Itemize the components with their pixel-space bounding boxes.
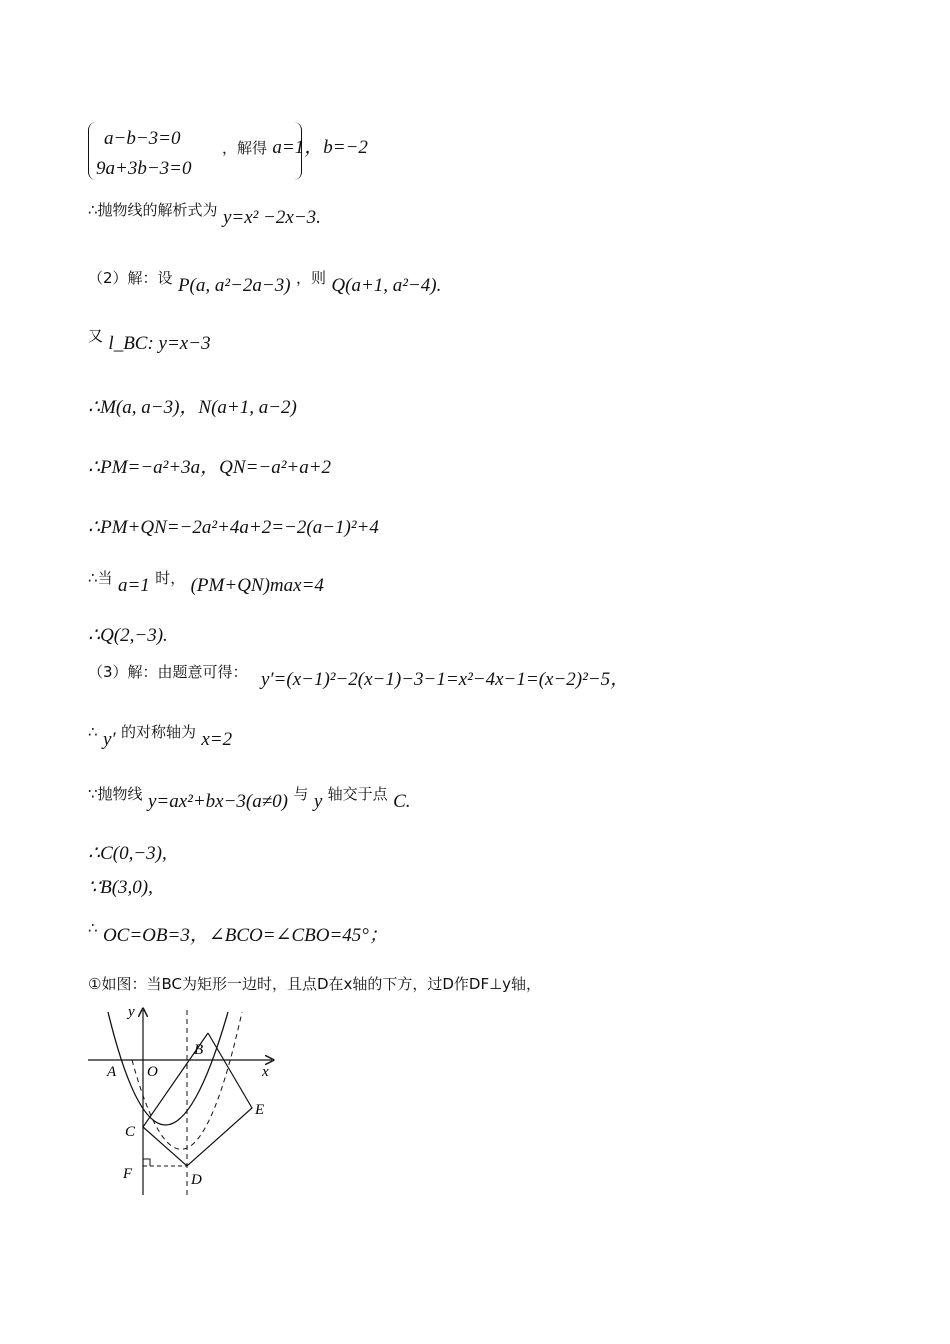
text: （2）解：设 bbox=[88, 269, 173, 287]
label-o: O bbox=[147, 1064, 158, 1080]
text: ∵抛物线 bbox=[88, 785, 143, 803]
line-part2 bbox=[88, 269, 442, 298]
text: ∴当 bbox=[88, 569, 113, 587]
line-sum: ∴PM+QN=−2a²+4a+2=−2(a−1)²+4 bbox=[88, 517, 379, 538]
line-parabola bbox=[88, 201, 321, 230]
formula: y=x² −2x−3. bbox=[222, 207, 321, 228]
text: ①如图：当BC为矩形一边时，且点D在x轴的下方，过D作DF⊥y轴， bbox=[88, 975, 542, 993]
formula: y bbox=[313, 791, 323, 812]
label-f: F bbox=[123, 1166, 133, 1182]
line-c: ∴C(0,−3), bbox=[88, 843, 167, 864]
line-part3 bbox=[88, 663, 630, 692]
geometry-figure bbox=[80, 1000, 290, 1200]
text: 时， bbox=[155, 569, 186, 587]
line-lbc bbox=[88, 327, 211, 356]
line-pm-qn: ∴PM=−a²+3a，QN=−a²+a+2 bbox=[88, 457, 332, 478]
label-x: x bbox=[262, 1064, 269, 1080]
line-max bbox=[88, 569, 324, 598]
line-mn: ∴M(a, a−3)，N(a+1, a−2) bbox=[88, 397, 297, 418]
formula: OC=OB=3，∠BCO=∠CBO=45°； bbox=[102, 925, 388, 946]
formula: (PM+QN)max=4 bbox=[190, 575, 324, 596]
formula: C. bbox=[393, 791, 411, 812]
line-point-c bbox=[88, 785, 411, 814]
formula: a=1 bbox=[117, 575, 150, 596]
formula: l_BC: y=x−3 bbox=[108, 333, 211, 354]
label-e: E bbox=[255, 1102, 265, 1118]
formula: y=ax²+bx−3(a≠0) bbox=[147, 791, 288, 812]
text: 与 bbox=[293, 785, 309, 803]
text: ∴ bbox=[88, 723, 98, 741]
formula: P(a, a²−2a−3) bbox=[177, 275, 291, 296]
text: 的对称轴为 bbox=[120, 723, 196, 741]
text: ，则 bbox=[295, 269, 326, 287]
system-eq-1: a−b−3=0 bbox=[104, 128, 181, 149]
label-a: A bbox=[107, 1064, 117, 1080]
system-eq-2: 9a+3b−3=0 bbox=[96, 158, 192, 179]
text: ∴抛物线的解析式为 bbox=[88, 201, 218, 219]
formula: x=2 bbox=[201, 729, 233, 750]
solve-label: ，解得 bbox=[222, 139, 268, 157]
parabola-original bbox=[108, 1012, 228, 1125]
equation-system bbox=[88, 122, 218, 184]
right-angle-mark bbox=[143, 1159, 150, 1166]
label-d: D bbox=[191, 1172, 202, 1188]
label-c: C bbox=[125, 1124, 136, 1140]
formula: y′ bbox=[102, 729, 116, 750]
text: ∴ bbox=[88, 919, 98, 937]
text: 轴交于点 bbox=[327, 785, 388, 803]
solution: a=1，b=−2 bbox=[272, 137, 368, 158]
text: 又 bbox=[88, 327, 104, 345]
label-b: B bbox=[194, 1042, 204, 1058]
text: （3）解：由题意可得： bbox=[88, 663, 248, 681]
formula: Q(a+1, a²−4). bbox=[331, 275, 442, 296]
line-q: ∴Q(2,−3). bbox=[88, 625, 168, 646]
formula: y′=(x−1)²−2(x−1)−3−1=x²−4x−1=(x−2)²−5， bbox=[260, 669, 630, 690]
line-axis bbox=[88, 723, 233, 752]
label-y: y bbox=[128, 1004, 135, 1020]
line-angles bbox=[88, 919, 388, 948]
line-case1 bbox=[88, 972, 541, 996]
line-b: ∵B(3,0), bbox=[88, 877, 153, 898]
